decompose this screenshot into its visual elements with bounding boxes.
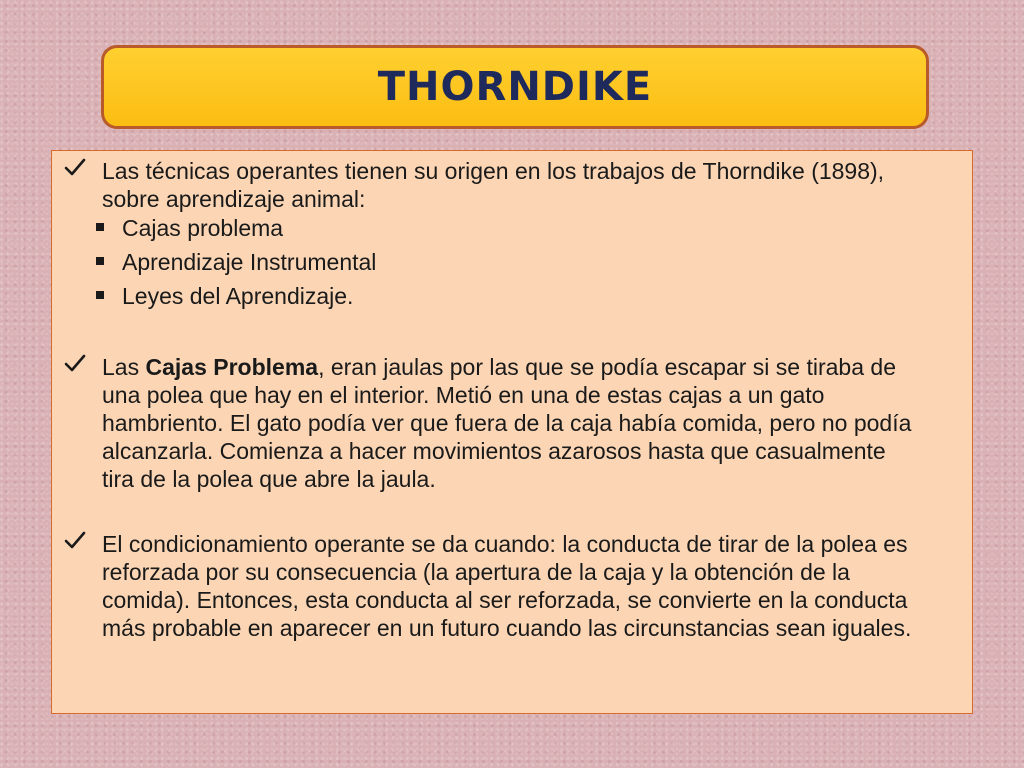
square-bullet-icon	[96, 257, 104, 265]
sub-item-3: Leyes del Aprendizaje.	[122, 283, 354, 309]
checkmark-icon	[63, 155, 87, 179]
slide-title: THORNDIKE	[377, 64, 653, 110]
checkmark-icon	[63, 351, 87, 375]
title-banner	[101, 45, 929, 129]
content-box	[51, 150, 973, 714]
checkmark-icon	[63, 528, 87, 552]
square-bullet-icon	[96, 291, 104, 299]
bullet-2-bold: Cajas Problema	[145, 354, 319, 380]
sub-item-1: Cajas problema	[122, 215, 284, 241]
bullet-text-1: Las técnicas operantes tienen su origen en los trabajos de Thorndike (1898), sobre aprendizaje animal:	[102, 158, 885, 212]
bullet-2-prefix: Las	[102, 354, 146, 380]
bullet-text-3: El condicionamiento operante se da cuando: la conducta de tirar de la polea es reforzada por su consecuencia (la apertura de la caja y la obtención de la comida). Entonces, esta conducta al ser reforzada, se convierte en la conducta más probable en aparecer en un futuro cuando las circunstancias sean iguales.	[102, 531, 912, 641]
bullet-2-rest: , eran jaulas por las que se podía escapar si se tiraba de una polea que hay en el interior. Metió en una de estas cajas a un gato hambriento. El gato podía ver que fuera de la caja había comida, pero no podía alcanzarla. Comienza a hacer movimientos azarosos hasta que casualmente tira de la polea que abre la jaula.	[102, 354, 912, 492]
sub-item-2: Aprendizaje Instrumental	[122, 249, 377, 275]
square-bullet-icon	[96, 223, 104, 231]
bullet-text-2	[102, 353, 922, 493]
